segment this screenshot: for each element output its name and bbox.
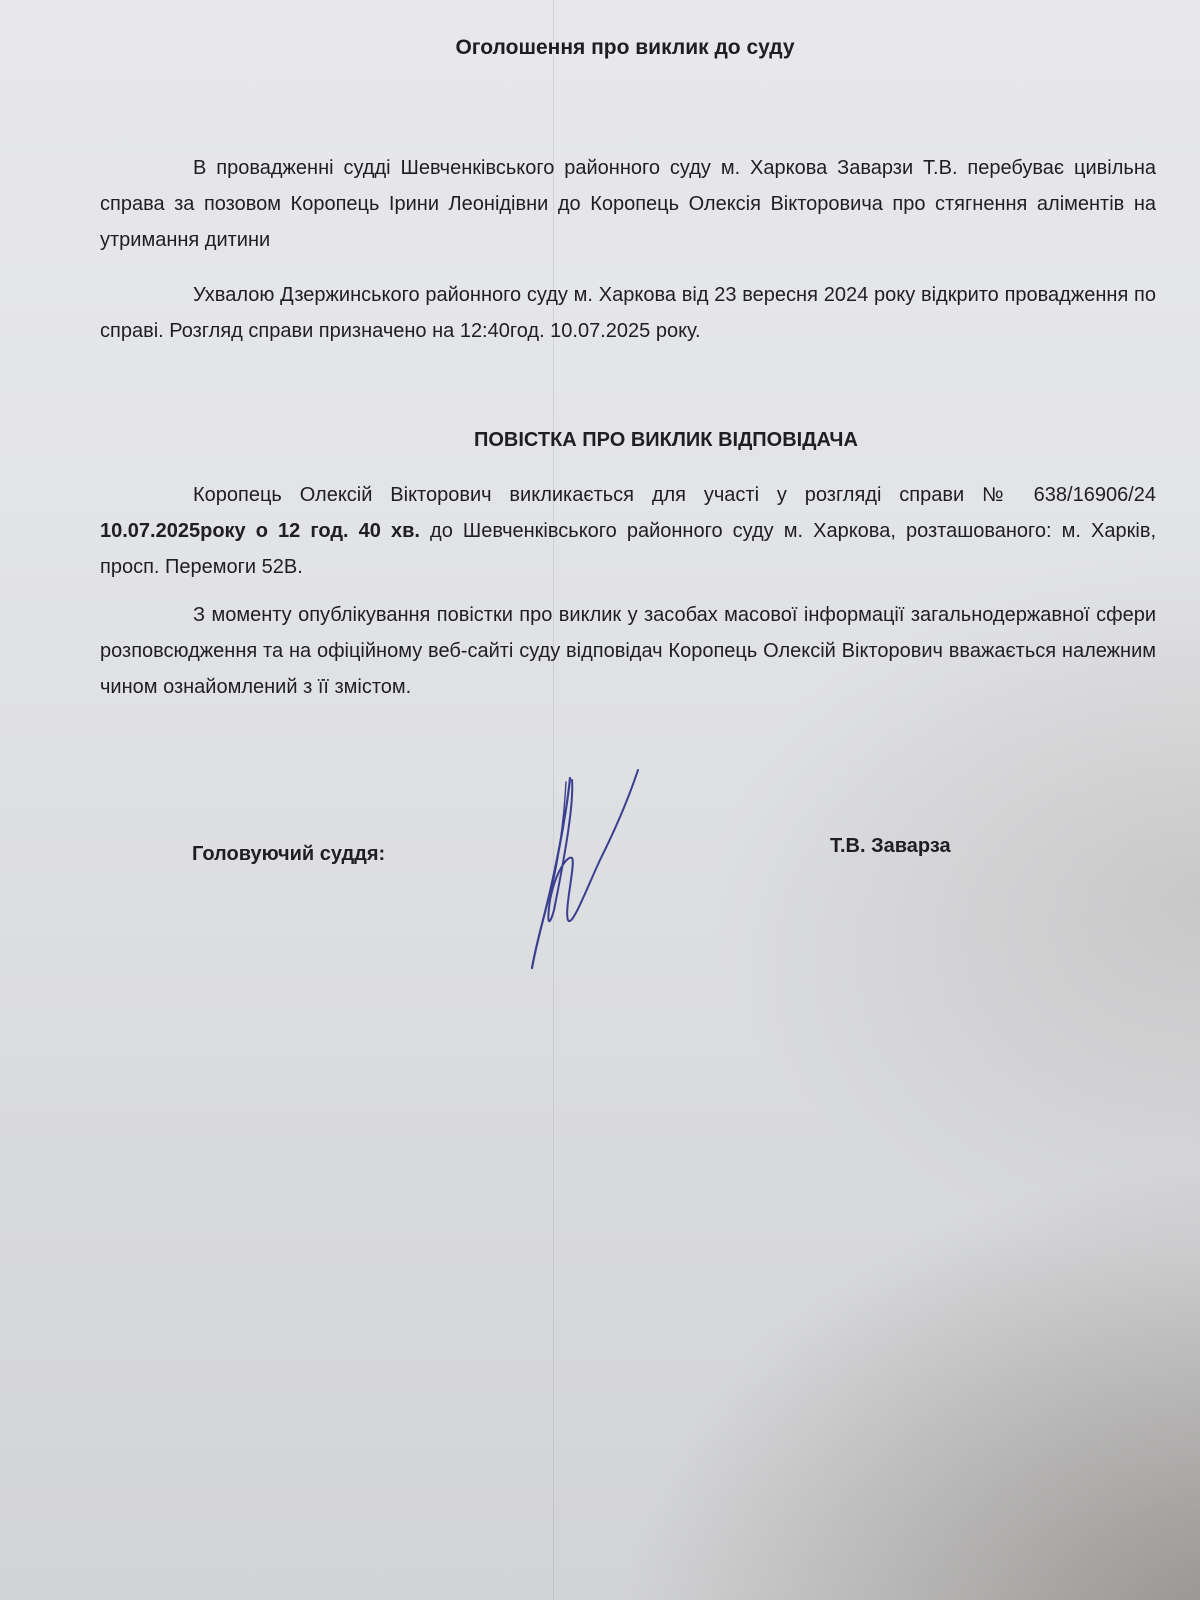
summons-datetime: 10.07.2025року о 12 год. 40 хв. bbox=[100, 520, 420, 542]
judge-name: Т.В. Заварза bbox=[830, 835, 951, 857]
summons-subtitle: ПОВІСТКА ПРО ВИКЛИК ВІДПОВІДАЧА bbox=[474, 429, 858, 451]
summons-text-start: Коропець Олексій Вікторович викликається для участі у розгляді справи № 638/16906/24 bbox=[193, 484, 1156, 506]
document-title: Оголошення про виклик до суду bbox=[455, 36, 795, 59]
paragraph-summons bbox=[100, 477, 1156, 585]
presiding-judge-label: Головуючий суддя: bbox=[192, 843, 386, 865]
summons-text-end: до Шевченківського районного суду м. Харкова, розташованого: м. Харків, просп. Перемоги 52В. bbox=[100, 520, 1156, 578]
handwritten-signature bbox=[520, 760, 650, 975]
paragraph-case-info: В провадженні судді Шевченківського районного суду м. Харкова Заварзи Т.В. перебуває цивільна справа за позовом Коропець Ірини Леонідівни до Коропець Олексія Вікторовича про стягнення аліментів на утримання дитини bbox=[100, 157, 1156, 251]
paragraph-ruling: Ухвалою Дзержинського районного суду м. Харкова від 23 вересня 2024 року відкрито провадження по справі. Розгляд справи призначено на 12:40год. 10.07.2025 року. bbox=[100, 284, 1156, 342]
paragraph-publication-notice: З моменту опублікування повістки про виклик у засобах масової інформації загальнодержавної сфери розповсюдження та на офіційному веб-сайті суду відповідач Коропець Олексій Вікторович вважається належним чином ознайомлений з її змістом. bbox=[100, 604, 1156, 698]
